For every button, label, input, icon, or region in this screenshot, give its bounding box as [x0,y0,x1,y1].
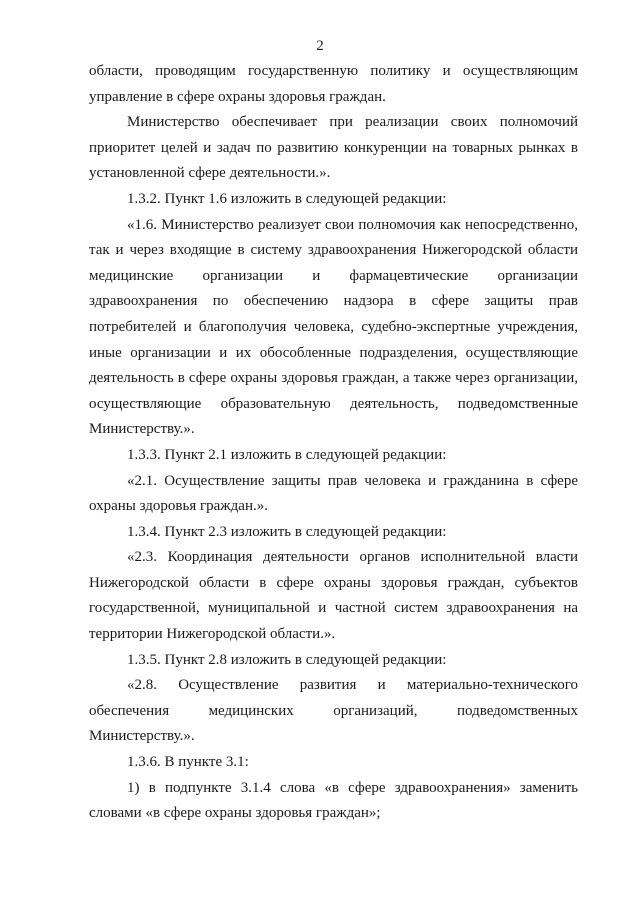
paragraph-clause-2-8: «2.8. Осуществление развития и материально-технического обеспечения медицинских организаций, подведомственных Министерству.». [89,677,578,745]
paragraph-clause-1-6: «1.6. Министерство реализует свои полномочия как непосредственно, так и через входящие в систему здравоохранения Нижегородской области медицинские организации и фармацевтические организации здравоохранения по обеспечению надзора в сфере защиты прав потребителей и благополучия человека, судебно-экспертные учреждения, иные организации и их обособленные подразделения, осуществляющие деятельность в сфере охраны здоровья граждан, а также через организации, осуществляющие образовательную деятельность, подведомственные Министерству.». [89,216,578,438]
document-body [89,59,578,827]
paragraph-ministry-priorities: Министерство обеспечивает при реализации своих полномочий приоритет целей и задач по развитию конкуренции на товарных рынках в установленной сфере деятельности.». [89,114,578,182]
paragraph-1-3-6-heading: 1.3.6. В пункте 3.1: [127,754,249,771]
paragraph-1-3-3-heading: 1.3.3. Пункт 2.1 изложить в следующей редакции: [127,446,447,463]
paragraph-1-3-4-heading: 1.3.4. Пункт 2.3 изложить в следующей редакции: [127,523,447,540]
paragraph-subclause-3-1-4: 1) в подпункте 3.1.4 слова «в сфере здравоохранения» заменить словами «в сфере охраны здоровья граждан»; [89,779,578,822]
paragraph-continuation: области, проводящим государственную политику и осуществляющим управление в сфере охраны здоровья граждан. [89,63,578,105]
paragraph-1-3-2-heading: 1.3.2. Пункт 1.6 изложить в следующей редакции: [127,190,447,207]
paragraph-clause-2-1: «2.1. Осуществление защиты прав человека и гражданина в сфере охраны здоровья граждан.». [89,472,578,515]
page-number: 2 [316,38,324,54]
paragraph-1-3-5-heading: 1.3.5. Пункт 2.8 изложить в следующей редакции: [127,651,447,668]
paragraph-clause-2-3: «2.3. Координация деятельности органов исполнительной власти Нижегородской области в сфере охраны здоровья граждан, субъектов государственной, муниципальной и частной систем здравоохранения на территории Нижегородской области.». [89,549,578,643]
